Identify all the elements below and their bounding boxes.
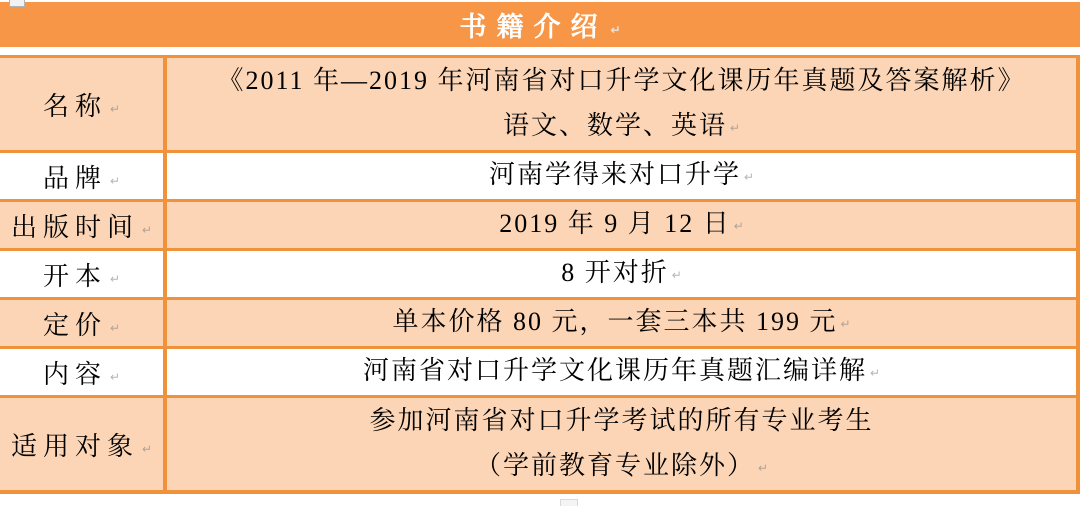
table-move-handle-icon[interactable] [9,0,25,7]
table-row [0,153,1076,202]
row-label-text: 名称 ↵ [43,86,120,123]
row-label-text: 品牌 ↵ [43,158,120,195]
row-value-line [475,443,768,491]
row-label-text: 出版时间 ↵ [11,207,152,244]
table-row [0,300,1076,349]
row-value-line [392,299,850,347]
row-value [167,251,1076,297]
table-title: 书籍介绍 ↵ [459,5,620,44]
row-label [0,300,167,346]
row-label [0,398,167,490]
row-label [0,153,167,199]
book-info-table [0,55,1080,494]
row-label [0,349,167,395]
row-value-text: 参加河南省对口升学考试的所有专业考生 [369,405,874,435]
row-value-text: 2019 年 9 月 12 日 ↵ [499,209,744,238]
table-row [0,202,1076,251]
row-value-line [489,152,754,200]
row-value-line [369,398,873,443]
table-resize-handle-icon[interactable] [560,499,578,506]
row-value [167,349,1076,395]
table-row [0,398,1076,490]
row-value [167,58,1076,150]
row-value-line [363,348,880,396]
row-label-text: 内容 ↵ [43,354,120,391]
row-value-line [503,103,740,151]
row-value [167,300,1076,346]
row-value [167,202,1076,248]
row-value-text: 河南省对口升学文化课历年真题汇编详解 ↵ [363,356,880,385]
row-label-text: 定价 ↵ [43,305,120,342]
table-row [0,251,1076,300]
row-label [0,58,167,150]
row-value [167,398,1076,490]
table-row [0,349,1076,398]
row-value-line [499,201,744,249]
row-value-text: 河南学得来对口升学 ↵ [489,160,754,189]
row-label [0,202,167,248]
row-value-line [217,58,1025,103]
table-row [0,58,1076,153]
row-value-text: 语文、数学、英语 ↵ [503,111,740,140]
row-label-text: 开本 ↵ [43,256,120,293]
row-value-text: 单本价格 80 元，一套三本共 199 元 ↵ [392,307,850,336]
row-value [167,153,1076,199]
row-value-text: 《2011 年—2019 年河南省对口升学文化课历年真题及答案解析》 [217,65,1026,95]
row-label-text: 适用对象 ↵ [11,426,152,463]
row-value-text: 8 开对折 ↵ [561,258,682,287]
row-value-text: （学前教育专业除外） ↵ [475,451,768,480]
table-title-row [0,2,1080,47]
row-label [0,251,167,297]
row-value-line [561,250,682,298]
